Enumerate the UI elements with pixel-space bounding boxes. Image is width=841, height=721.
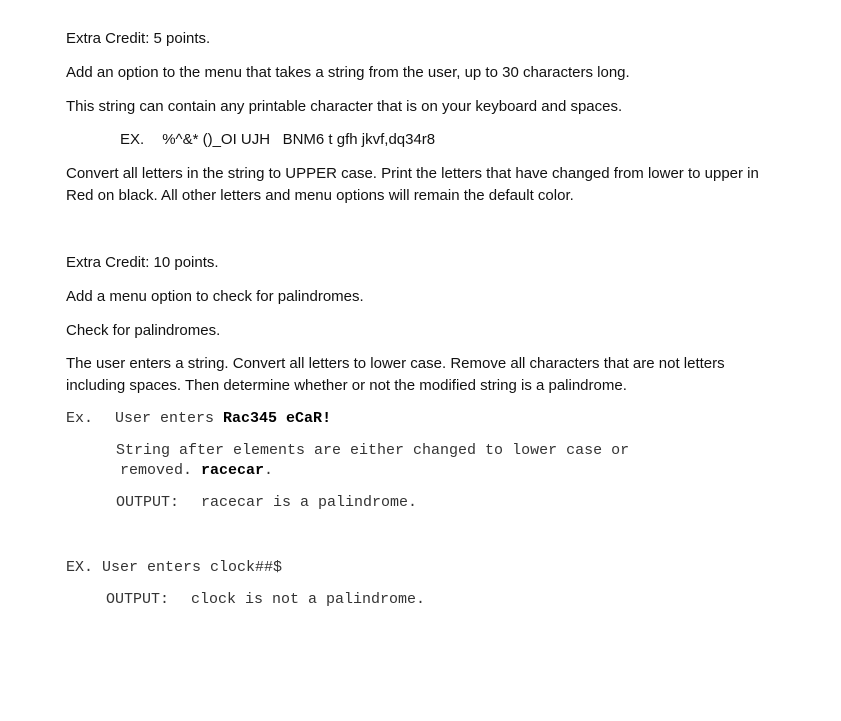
- section1-paragraph: Convert all letters in the string to UPPER case. Print the letters that have changed from lower to upper in Red on black. All other letters and menu options will remain the default color.: [66, 165, 759, 204]
- example1-output-label: OUTPUT:: [116, 494, 180, 511]
- section2-line1: Add a menu option to check for palindromes.: [66, 288, 364, 305]
- example1-input: Rac345 eCaR!: [223, 410, 332, 427]
- example1-desc-value: racecar: [201, 462, 265, 479]
- example1-line: [66, 408, 331, 430]
- section2-paragraph: The user enters a string. Convert all letters to lower case. Remove all characters that are not letters including spaces. Then determine whether or not the modified string is a palindrome.: [66, 355, 725, 394]
- section1-heading: Extra Credit: 5 points.: [66, 30, 211, 47]
- example1-label: Ex.: [66, 410, 94, 427]
- example2-output-value: clock is not a palindrome.: [191, 591, 426, 608]
- example1-desc-line2: [120, 460, 273, 482]
- example1-output-value: racecar is a palindrome.: [201, 494, 418, 511]
- example1-desc-line1: String after elements are either changed to lower case or: [116, 442, 630, 459]
- example2-output: [106, 589, 425, 611]
- section1-line1: Add an option to the menu that takes a string from the user, up to 30 characters long.: [66, 64, 630, 81]
- example2-output-label: OUTPUT:: [106, 591, 170, 608]
- example1-desc-prefix: removed.: [120, 462, 202, 479]
- section1-example-label: EX.: [120, 131, 145, 148]
- section1-line2: This string can contain any printable character that is on your keyboard and spaces.: [66, 98, 623, 115]
- section2-line2: Check for palindromes.: [66, 322, 221, 339]
- example2-line: EX. User enters clock##$: [66, 559, 283, 576]
- section2-heading: Extra Credit: 10 points.: [66, 254, 219, 271]
- section1-example-value: %^&* ()_OI UJH BNM6 t gfh jkvf,dq34r8: [162, 131, 436, 148]
- example1-prefix: User enters: [115, 410, 224, 427]
- example1-desc-suffix: .: [264, 462, 274, 479]
- section1-example: [120, 129, 435, 151]
- example1-output: [116, 492, 417, 514]
